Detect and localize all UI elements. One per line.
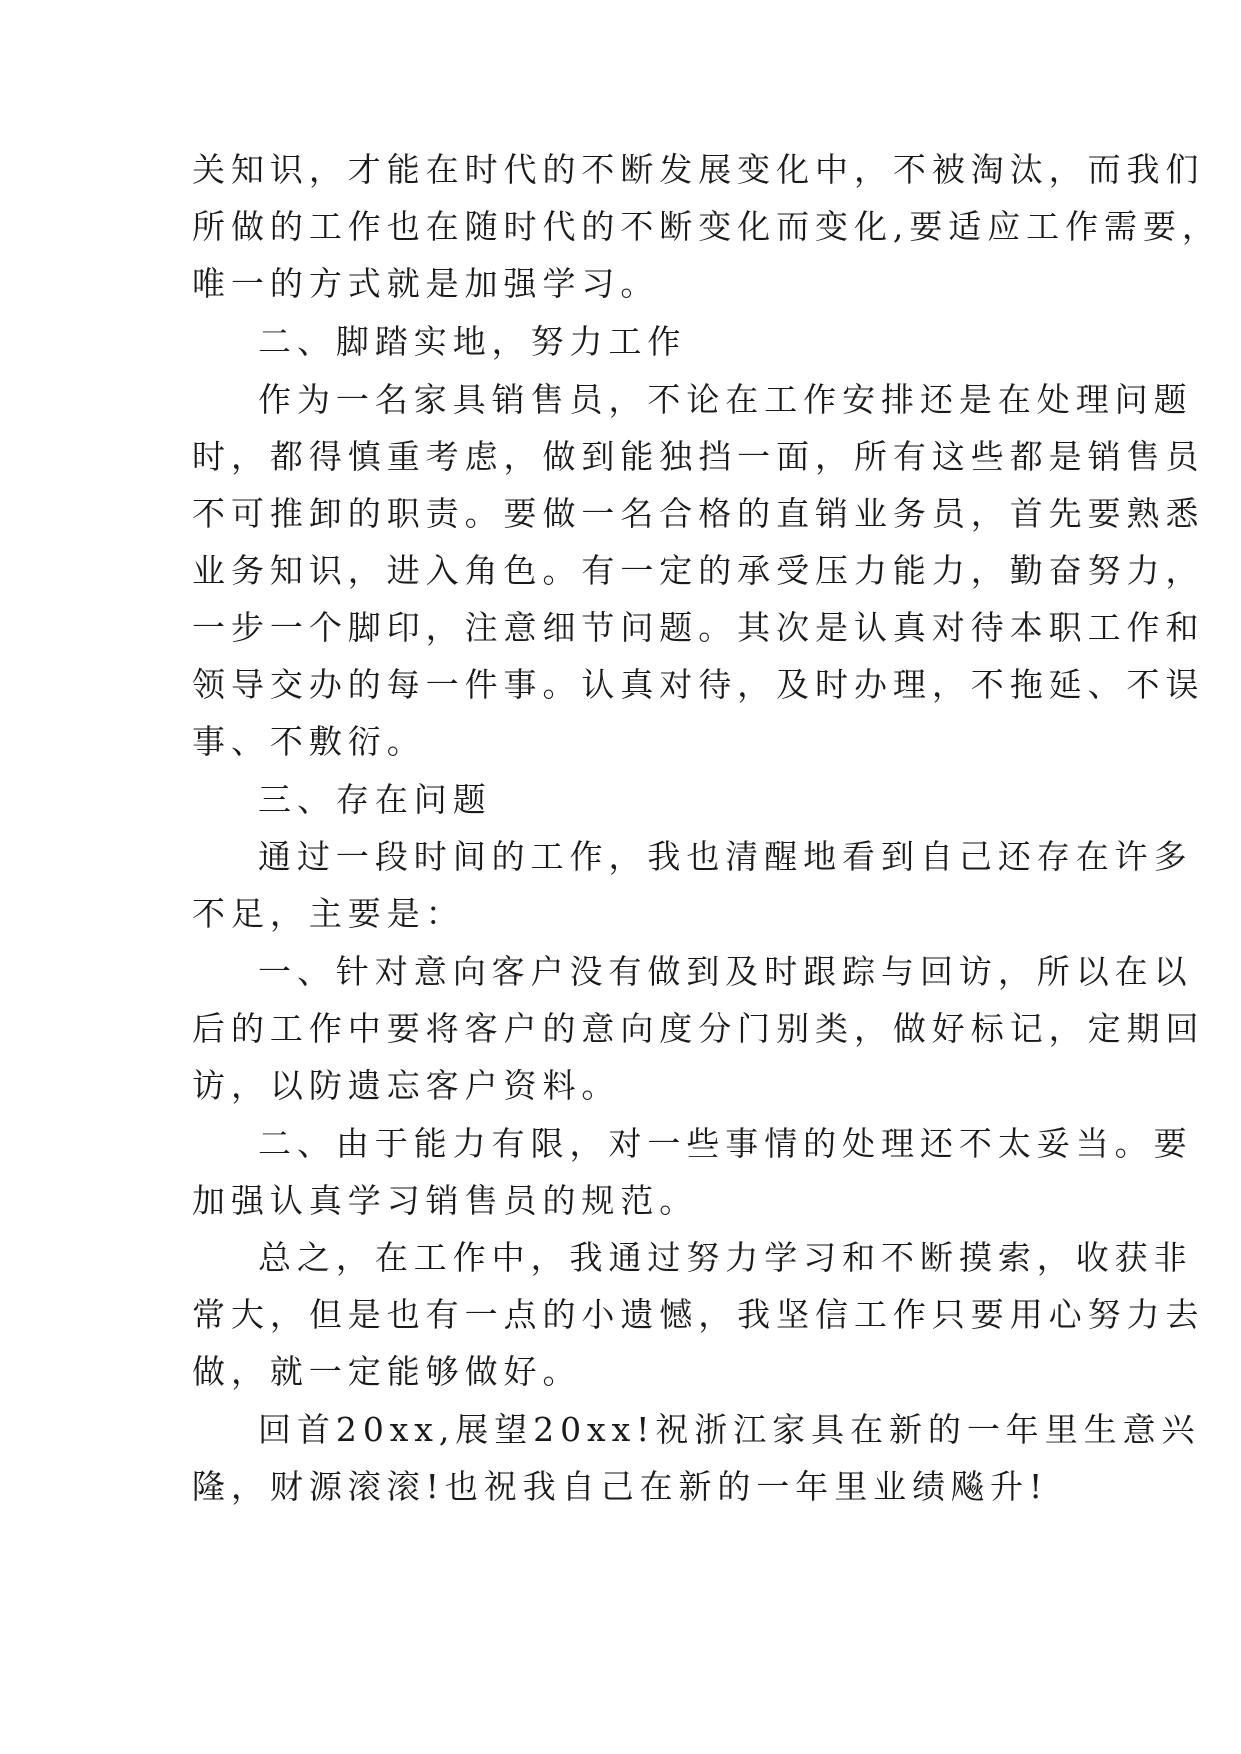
paragraph-line: 作为一名家具销售员，不论在工作安排还是在处理问题 (258, 380, 1193, 419)
paragraph-line: 所做的工作也在随时代的不断变化而变化,要适应工作需要， (192, 207, 1221, 246)
paragraph-line: 不可推卸的职责。要做一名合格的直销业务员，首先要熟悉 (192, 494, 1205, 533)
section-heading: 二、脚踏实地，努力工作 (258, 322, 687, 361)
paragraph-line: 回首20xx,展望20xx!祝浙江家具在新的一年里生意兴 (258, 1410, 1201, 1449)
paragraph-line: 访，以防遗忘客户资料。 (192, 1066, 621, 1105)
paragraph-line: 隆，财源滚滚!也祝我自己在新的一年里业绩飚升! (192, 1467, 1049, 1506)
paragraph-line: 做，就一定能够做好。 (192, 1352, 582, 1391)
paragraph-line: 后的工作中要将客户的意向度分门别类，做好标记，定期回 (192, 1009, 1205, 1048)
section-heading: 三、存在问题 (258, 780, 492, 819)
paragraph-line: 领导交办的每一件事。认真对待，及时办理，不拖延、不误 (192, 665, 1205, 704)
paragraph-line: 业务知识，进入角色。有一定的承受压力能力，勤奋努力， (192, 551, 1205, 590)
paragraph-line: 一、针对意向客户没有做到及时跟踪与回访，所以在以 (258, 952, 1193, 991)
paragraph-line: 加强认真学习销售员的规范。 (192, 1181, 699, 1220)
paragraph-line: 总之，在工作中，我通过努力学习和不断摸索，收获非 (258, 1238, 1193, 1277)
paragraph-line: 唯一的方式就是加强学习。 (192, 264, 660, 303)
paragraph-line: 关知识，才能在时代的不断发展变化中，不被淘汰，而我们 (192, 150, 1205, 189)
paragraph-line: 时，都得慎重考虑，做到能独挡一面，所有这些都是销售员 (192, 437, 1205, 476)
paragraph-line: 常大，但是也有一点的小遗憾，我坚信工作只要用心努力去 (192, 1295, 1205, 1334)
paragraph-line: 不足，主要是： (192, 894, 465, 933)
paragraph-line: 通过一段时间的工作，我也清醒地看到自己还存在许多 (258, 837, 1193, 876)
paragraph-line: 事、不敷衍。 (192, 722, 426, 761)
paragraph-line: 二、由于能力有限，对一些事情的处理还不太妥当。要 (258, 1124, 1193, 1163)
paragraph-line: 一步一个脚印，注意细节问题。其次是认真对待本职工作和 (192, 608, 1205, 647)
